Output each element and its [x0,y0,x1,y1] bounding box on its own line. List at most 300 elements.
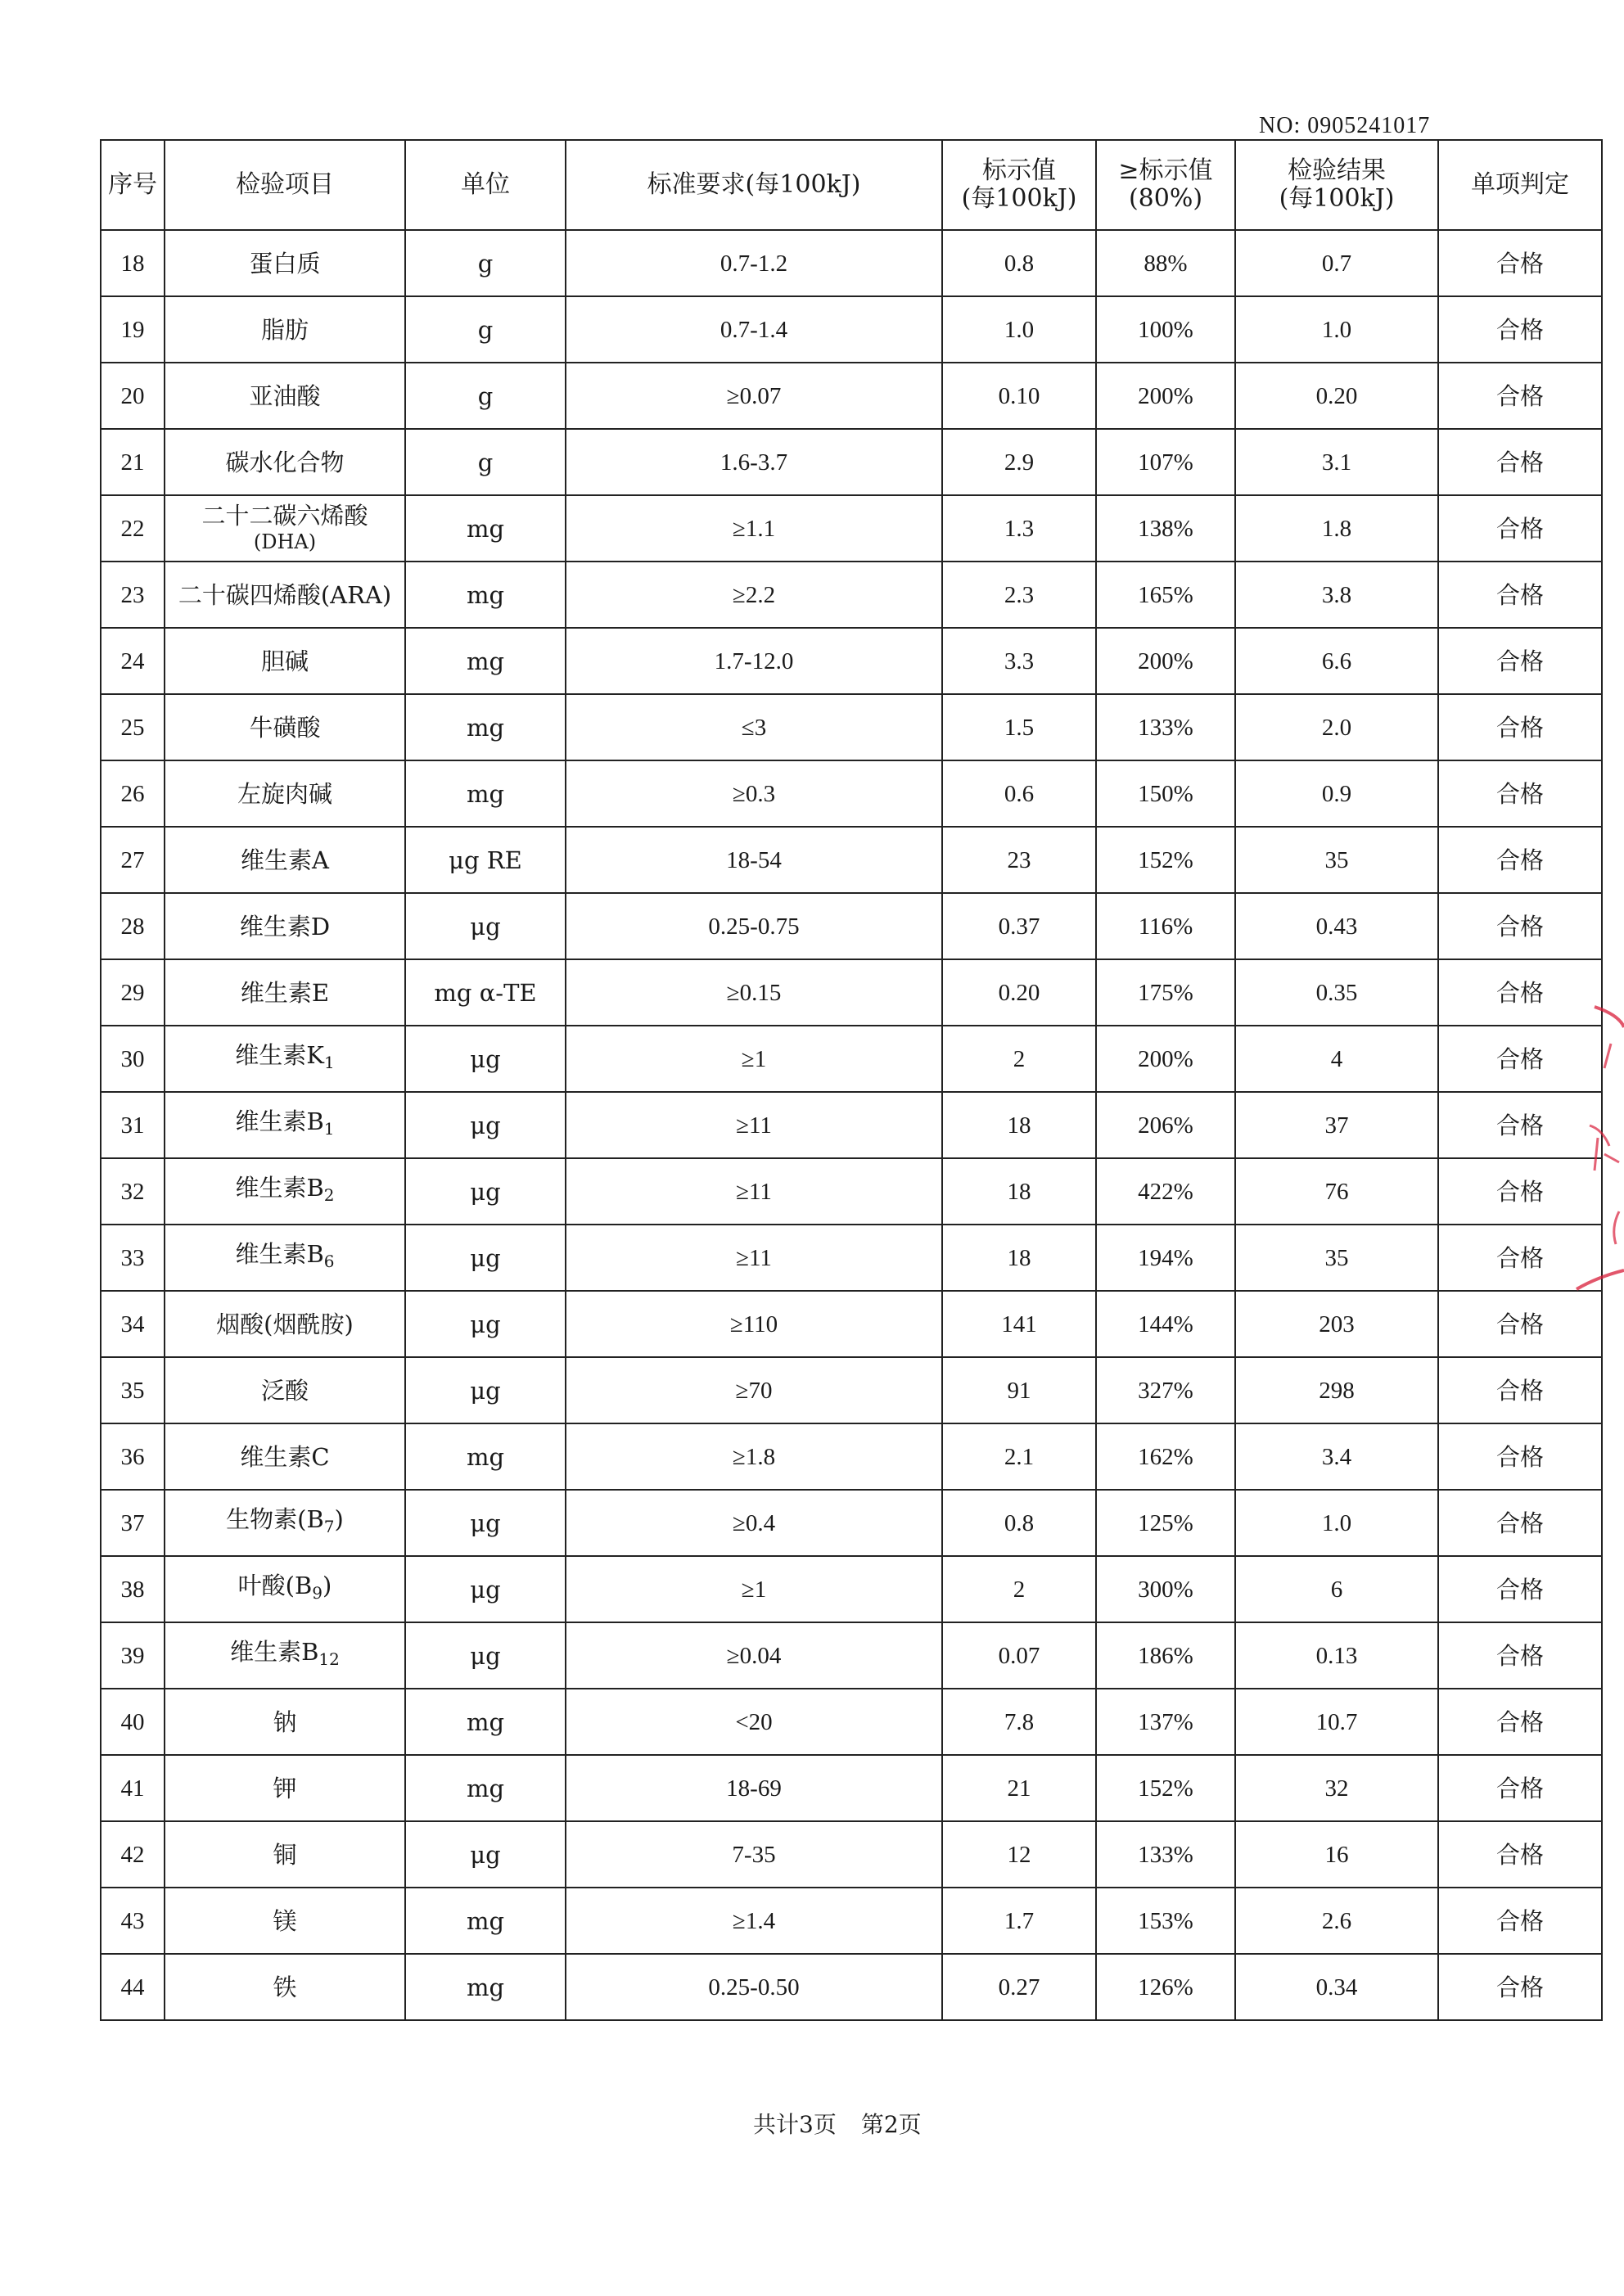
cell-judgement: 合格 [1438,1291,1602,1357]
item-name-suffix: ) [323,1572,332,1599]
cell-item [165,1556,405,1622]
item-subscript: 9 [312,1583,323,1603]
cell-result: 6 [1235,1556,1438,1622]
cell-judgement: 合格 [1438,1092,1602,1158]
cell-seq: 31 [101,1092,165,1158]
cell-seq: 34 [101,1291,165,1357]
cell-seq: 24 [101,628,165,694]
cell-seq: 44 [101,1954,165,2020]
table-row [101,1158,1602,1225]
cell-standard: ≥0.4 [566,1490,942,1556]
cell-seq: 37 [101,1490,165,1556]
table-row [101,562,1602,628]
cell-seq: 38 [101,1556,165,1622]
cell-standard: ≥11 [566,1092,942,1158]
cell-label-value: 2.9 [942,429,1096,495]
item-name: 亚油酸 [249,381,321,410]
cell-label-value: 0.6 [942,760,1096,827]
cell-seq: 42 [101,1821,165,1888]
cell-result: 2.0 [1235,694,1438,760]
cell-item [165,893,405,959]
header-unit: 单位 [405,140,566,230]
cell-unit: μg [405,1357,566,1423]
cell-ge-label-pct: 200% [1096,1026,1235,1092]
cell-item [165,429,405,495]
cell-judgement: 合格 [1438,495,1602,562]
cell-unit: mg [405,694,566,760]
cell-result: 0.7 [1235,230,1438,296]
item-name: 脂肪 [260,315,309,344]
cell-result: 3.1 [1235,429,1438,495]
cell-ge-label-pct: 200% [1096,363,1235,429]
header-label-value [942,140,1096,230]
cell-judgement: 合格 [1438,1490,1602,1556]
cell-item [165,495,405,562]
cell-standard: 1.6-3.7 [566,429,942,495]
item-name: 胆碱 [260,647,309,675]
cell-result: 3.8 [1235,562,1438,628]
item-name: 维生素E [240,978,330,1007]
cell-standard: ≥2.2 [566,562,942,628]
cell-result: 298 [1235,1357,1438,1423]
table-row [101,1821,1602,1888]
table-row [101,1622,1602,1689]
cell-ge-label-pct: 186% [1096,1622,1235,1689]
cell-item [165,1092,405,1158]
cell-unit: μg [405,1225,566,1291]
cell-seq: 25 [101,694,165,760]
cell-unit: μg [405,1821,566,1888]
table-row [101,1556,1602,1622]
item-name-suffix: ) [334,1505,344,1533]
table-row [101,1225,1602,1291]
cell-unit: μg [405,1158,566,1225]
table-row [101,363,1602,429]
cell-ge-label-pct: 125% [1096,1490,1235,1556]
cell-seq: 41 [101,1755,165,1821]
cell-unit: g [405,296,566,363]
item-name: 铜 [273,1840,297,1869]
cell-standard: ≥1.4 [566,1888,942,1954]
cell-result: 0.9 [1235,760,1438,827]
cell-ge-label-pct: 152% [1096,1755,1235,1821]
table-body [101,230,1602,2020]
item-name: 维生素B [235,1240,324,1268]
document-number: NO: 0905241017 [1259,113,1431,138]
cell-standard: <20 [566,1689,942,1755]
cell-judgement: 合格 [1438,1954,1602,2020]
cell-label-value: 18 [942,1158,1096,1225]
cell-seq: 22 [101,495,165,562]
cell-item [165,296,405,363]
cell-ge-label-pct: 194% [1096,1225,1235,1291]
total-pages: 共计3页 [753,2111,837,2138]
cell-ge-label-pct: 88% [1096,230,1235,296]
cell-standard: ≥0.04 [566,1622,942,1689]
item-name: 维生素K [235,1041,324,1069]
table-row [101,694,1602,760]
cell-result: 203 [1235,1291,1438,1357]
cell-result: 32 [1235,1755,1438,1821]
cell-judgement: 合格 [1438,1888,1602,1954]
cell-item [165,363,405,429]
cell-seq: 28 [101,893,165,959]
cell-standard: ≥11 [566,1225,942,1291]
cell-standard: ≥110 [566,1291,942,1357]
cell-label-value: 7.8 [942,1689,1096,1755]
cell-result: 0.13 [1235,1622,1438,1689]
cell-result: 1.0 [1235,1490,1438,1556]
cell-result: 0.43 [1235,893,1438,959]
page-footer [753,2107,922,2140]
item-name: 生物素(B [226,1505,324,1533]
cell-judgement: 合格 [1438,1158,1602,1225]
cell-seq: 20 [101,363,165,429]
cell-item [165,827,405,893]
cell-judgement: 合格 [1438,1225,1602,1291]
cell-ge-label-pct: 133% [1096,1821,1235,1888]
item-subscript: 12 [318,1649,340,1669]
cell-result: 0.34 [1235,1954,1438,2020]
red-stamp-fragment [1562,982,1624,1310]
cell-result: 6.6 [1235,628,1438,694]
cell-seq: 19 [101,296,165,363]
cell-label-value: 0.20 [942,959,1096,1026]
cell-label-value: 2.3 [942,562,1096,628]
cell-judgement: 合格 [1438,760,1602,827]
cell-label-value: 0.10 [942,363,1096,429]
item-name: 左旋肉碱 [237,779,332,808]
cell-ge-label-pct: 116% [1096,893,1235,959]
table-row [101,1888,1602,1954]
cell-result: 16 [1235,1821,1438,1888]
table-row [101,1026,1602,1092]
item-name: 烟酸(烟酰胺) [216,1310,354,1338]
cell-label-value: 21 [942,1755,1096,1821]
cell-item [165,1423,405,1490]
item-name: 维生素B [230,1638,319,1666]
cell-judgement: 合格 [1438,827,1602,893]
cell-judgement: 合格 [1438,1423,1602,1490]
cell-item [165,628,405,694]
cell-unit: mg [405,1423,566,1490]
item-subscript: 6 [323,1252,335,1271]
cell-ge-label-pct: 175% [1096,959,1235,1026]
cell-seq: 36 [101,1423,165,1490]
header-seq: 序号 [101,140,165,230]
cell-standard: 18-69 [566,1755,942,1821]
header-ge-label-line1: ≥标示值 [1118,156,1213,185]
cell-standard: ≥11 [566,1158,942,1225]
cell-unit: mg [405,760,566,827]
table-row [101,1423,1602,1490]
cell-standard: 7-35 [566,1821,942,1888]
cell-standard: ≤3 [566,694,942,760]
cell-judgement: 合格 [1438,1821,1602,1888]
cell-seq: 33 [101,1225,165,1291]
cell-unit: μg [405,1556,566,1622]
cell-label-value: 2 [942,1026,1096,1092]
cell-standard: ≥0.15 [566,959,942,1026]
table-row [101,1755,1602,1821]
cell-judgement: 合格 [1438,1556,1602,1622]
cell-ge-label-pct: 327% [1096,1357,1235,1423]
cell-judgement: 合格 [1438,1026,1602,1092]
cell-item [165,1689,405,1755]
cell-item [165,1954,405,2020]
header-label-value-line1: 标示值 [982,156,1056,185]
table-row [101,230,1602,296]
cell-item [165,1490,405,1556]
cell-result: 0.35 [1235,959,1438,1026]
cell-standard: ≥1 [566,1026,942,1092]
cell-item [165,1225,405,1291]
cell-ge-label-pct: 107% [1096,429,1235,495]
cell-unit: mg [405,1689,566,1755]
item-name: 碳水化合物 [225,448,345,476]
cell-standard: 0.7-1.2 [566,230,942,296]
item-name: 铁 [273,1973,297,2001]
cell-standard: ≥70 [566,1357,942,1423]
cell-unit: mg α-TE [405,959,566,1026]
cell-label-value: 3.3 [942,628,1096,694]
cell-judgement: 合格 [1438,363,1602,429]
cell-seq: 29 [101,959,165,1026]
cell-judgement: 合格 [1438,296,1602,363]
item-name: 维生素D [239,912,331,941]
cell-item [165,1291,405,1357]
cell-standard: 0.25-0.50 [566,1954,942,2020]
cell-judgement: 合格 [1438,562,1602,628]
item-name: 钠 [273,1707,297,1736]
cell-ge-label-pct: 126% [1096,1954,1235,2020]
header-result [1235,140,1438,230]
cell-unit: μg [405,1622,566,1689]
cell-item [165,230,405,296]
cell-label-value: 2.1 [942,1423,1096,1490]
item-name: 维生素B [235,1107,324,1135]
header-result-line2: (每100kJ) [1279,184,1395,213]
cell-standard: 0.25-0.75 [566,893,942,959]
table-header-row [101,140,1602,230]
cell-item [165,694,405,760]
item-name: 二十二碳六烯酸 [201,501,368,530]
table-row [101,893,1602,959]
table-row [101,495,1602,562]
cell-seq: 21 [101,429,165,495]
header-ge-label [1096,140,1235,230]
cell-ge-label-pct: 300% [1096,1556,1235,1622]
cell-seq: 43 [101,1888,165,1954]
cell-label-value: 1.5 [942,694,1096,760]
item-name: 镁 [273,1906,297,1935]
cell-unit: μg RE [405,827,566,893]
cell-item [165,1888,405,1954]
cell-label-value: 12 [942,1821,1096,1888]
cell-label-value: 0.8 [942,1490,1096,1556]
header-judgement: 单项判定 [1438,140,1602,230]
cell-ge-label-pct: 152% [1096,827,1235,893]
cell-seq: 18 [101,230,165,296]
cell-result: 3.4 [1235,1423,1438,1490]
header-ge-label-line2: (80%) [1128,184,1203,213]
item-name: 钾 [273,1774,297,1802]
cell-unit: mg [405,628,566,694]
table-row [101,1689,1602,1755]
cell-seq: 27 [101,827,165,893]
table-row [101,1490,1602,1556]
cell-label-value: 0.37 [942,893,1096,959]
cell-unit: mg [405,495,566,562]
cell-judgement: 合格 [1438,628,1602,694]
inspection-results-table [100,139,1603,2021]
header-item: 检验项目 [165,140,405,230]
cell-label-value: 0.27 [942,1954,1096,2020]
cell-label-value: 1.3 [942,495,1096,562]
cell-label-value: 23 [942,827,1096,893]
cell-judgement: 合格 [1438,1357,1602,1423]
cell-seq: 40 [101,1689,165,1755]
cell-unit: g [405,429,566,495]
cell-standard: ≥0.3 [566,760,942,827]
cell-unit: μg [405,1092,566,1158]
cell-judgement: 合格 [1438,1755,1602,1821]
cell-label-value: 2 [942,1556,1096,1622]
cell-unit: mg [405,1888,566,1954]
cell-ge-label-pct: 153% [1096,1888,1235,1954]
cell-standard: 0.7-1.4 [566,296,942,363]
cell-result: 37 [1235,1092,1438,1158]
item-subscript: 2 [323,1185,335,1205]
cell-unit: mg [405,1755,566,1821]
cell-label-value: 1.7 [942,1888,1096,1954]
cell-result: 10.7 [1235,1689,1438,1755]
cell-standard: ≥1.1 [566,495,942,562]
cell-result: 1.0 [1235,296,1438,363]
cell-ge-label-pct: 422% [1096,1158,1235,1225]
cell-result: 35 [1235,827,1438,893]
cell-result: 4 [1235,1026,1438,1092]
cell-judgement: 合格 [1438,959,1602,1026]
cell-label-value: 141 [942,1291,1096,1357]
item-name: 二十碳四烯酸(ARA) [178,580,392,609]
cell-judgement: 合格 [1438,1622,1602,1689]
cell-item [165,562,405,628]
table-row [101,1357,1602,1423]
cell-label-value: 0.07 [942,1622,1096,1689]
cell-label-value: 91 [942,1357,1096,1423]
cell-ge-label-pct: 144% [1096,1291,1235,1357]
cell-result: 0.20 [1235,363,1438,429]
cell-label-value: 1.0 [942,296,1096,363]
cell-standard: 1.7-12.0 [566,628,942,694]
table-row [101,429,1602,495]
cell-judgement: 合格 [1438,1689,1602,1755]
cell-standard: 18-54 [566,827,942,893]
table-row [101,1291,1602,1357]
header-result-line1: 检验结果 [1288,156,1386,185]
cell-ge-label-pct: 150% [1096,760,1235,827]
table-row [101,959,1602,1026]
cell-judgement: 合格 [1438,893,1602,959]
cell-judgement: 合格 [1438,429,1602,495]
cell-unit: μg [405,893,566,959]
table-row [101,760,1602,827]
table-row [101,827,1602,893]
cell-ge-label-pct: 138% [1096,495,1235,562]
table-row [101,1954,1602,2020]
cell-unit: g [405,363,566,429]
item-name: 维生素A [241,846,329,874]
cell-label-value: 0.8 [942,230,1096,296]
cell-label-value: 18 [942,1092,1096,1158]
item-name: 泛酸 [260,1376,309,1405]
cell-judgement: 合格 [1438,694,1602,760]
cell-judgement: 合格 [1438,230,1602,296]
cell-ge-label-pct: 133% [1096,694,1235,760]
cell-item [165,959,405,1026]
cell-unit: mg [405,1954,566,2020]
cell-unit: μg [405,1026,566,1092]
cell-standard: ≥1 [566,1556,942,1622]
cell-unit: μg [405,1490,566,1556]
cell-seq: 39 [101,1622,165,1689]
cell-result: 1.8 [1235,495,1438,562]
table-row [101,1092,1602,1158]
cell-ge-label-pct: 100% [1096,296,1235,363]
cell-item [165,1158,405,1225]
cell-result: 2.6 [1235,1888,1438,1954]
item-name-suffix: (DHA) [253,530,317,553]
item-subscript: 7 [323,1517,335,1536]
cell-standard: ≥0.07 [566,363,942,429]
table-row [101,628,1602,694]
item-subscript: 1 [323,1053,335,1072]
cell-item [165,1357,405,1423]
cell-seq: 30 [101,1026,165,1092]
cell-item [165,1622,405,1689]
cell-seq: 26 [101,760,165,827]
cell-unit: mg [405,562,566,628]
cell-unit: μg [405,1291,566,1357]
cell-item [165,1755,405,1821]
table-row [101,296,1602,363]
cell-ge-label-pct: 206% [1096,1092,1235,1158]
item-subscript: 1 [323,1119,335,1139]
cell-ge-label-pct: 162% [1096,1423,1235,1490]
current-page: 第2页 [860,2111,922,2138]
cell-item [165,1026,405,1092]
item-name: 维生素B [235,1174,324,1202]
cell-result: 35 [1235,1225,1438,1291]
header-standard: 标准要求(每100kJ) [566,140,942,230]
cell-seq: 32 [101,1158,165,1225]
cell-unit: g [405,230,566,296]
item-name: 蛋白质 [249,249,321,277]
item-name: 叶酸(B [237,1572,313,1599]
cell-result: 76 [1235,1158,1438,1225]
cell-item [165,760,405,827]
cell-standard: ≥1.8 [566,1423,942,1490]
cell-ge-label-pct: 200% [1096,628,1235,694]
cell-label-value: 18 [942,1225,1096,1291]
item-name: 维生素C [240,1442,330,1471]
cell-seq: 35 [101,1357,165,1423]
cell-ge-label-pct: 137% [1096,1689,1235,1755]
item-name: 牛磺酸 [249,713,321,742]
cell-ge-label-pct: 165% [1096,562,1235,628]
header-label-value-line2: (每100kJ) [961,184,1077,213]
